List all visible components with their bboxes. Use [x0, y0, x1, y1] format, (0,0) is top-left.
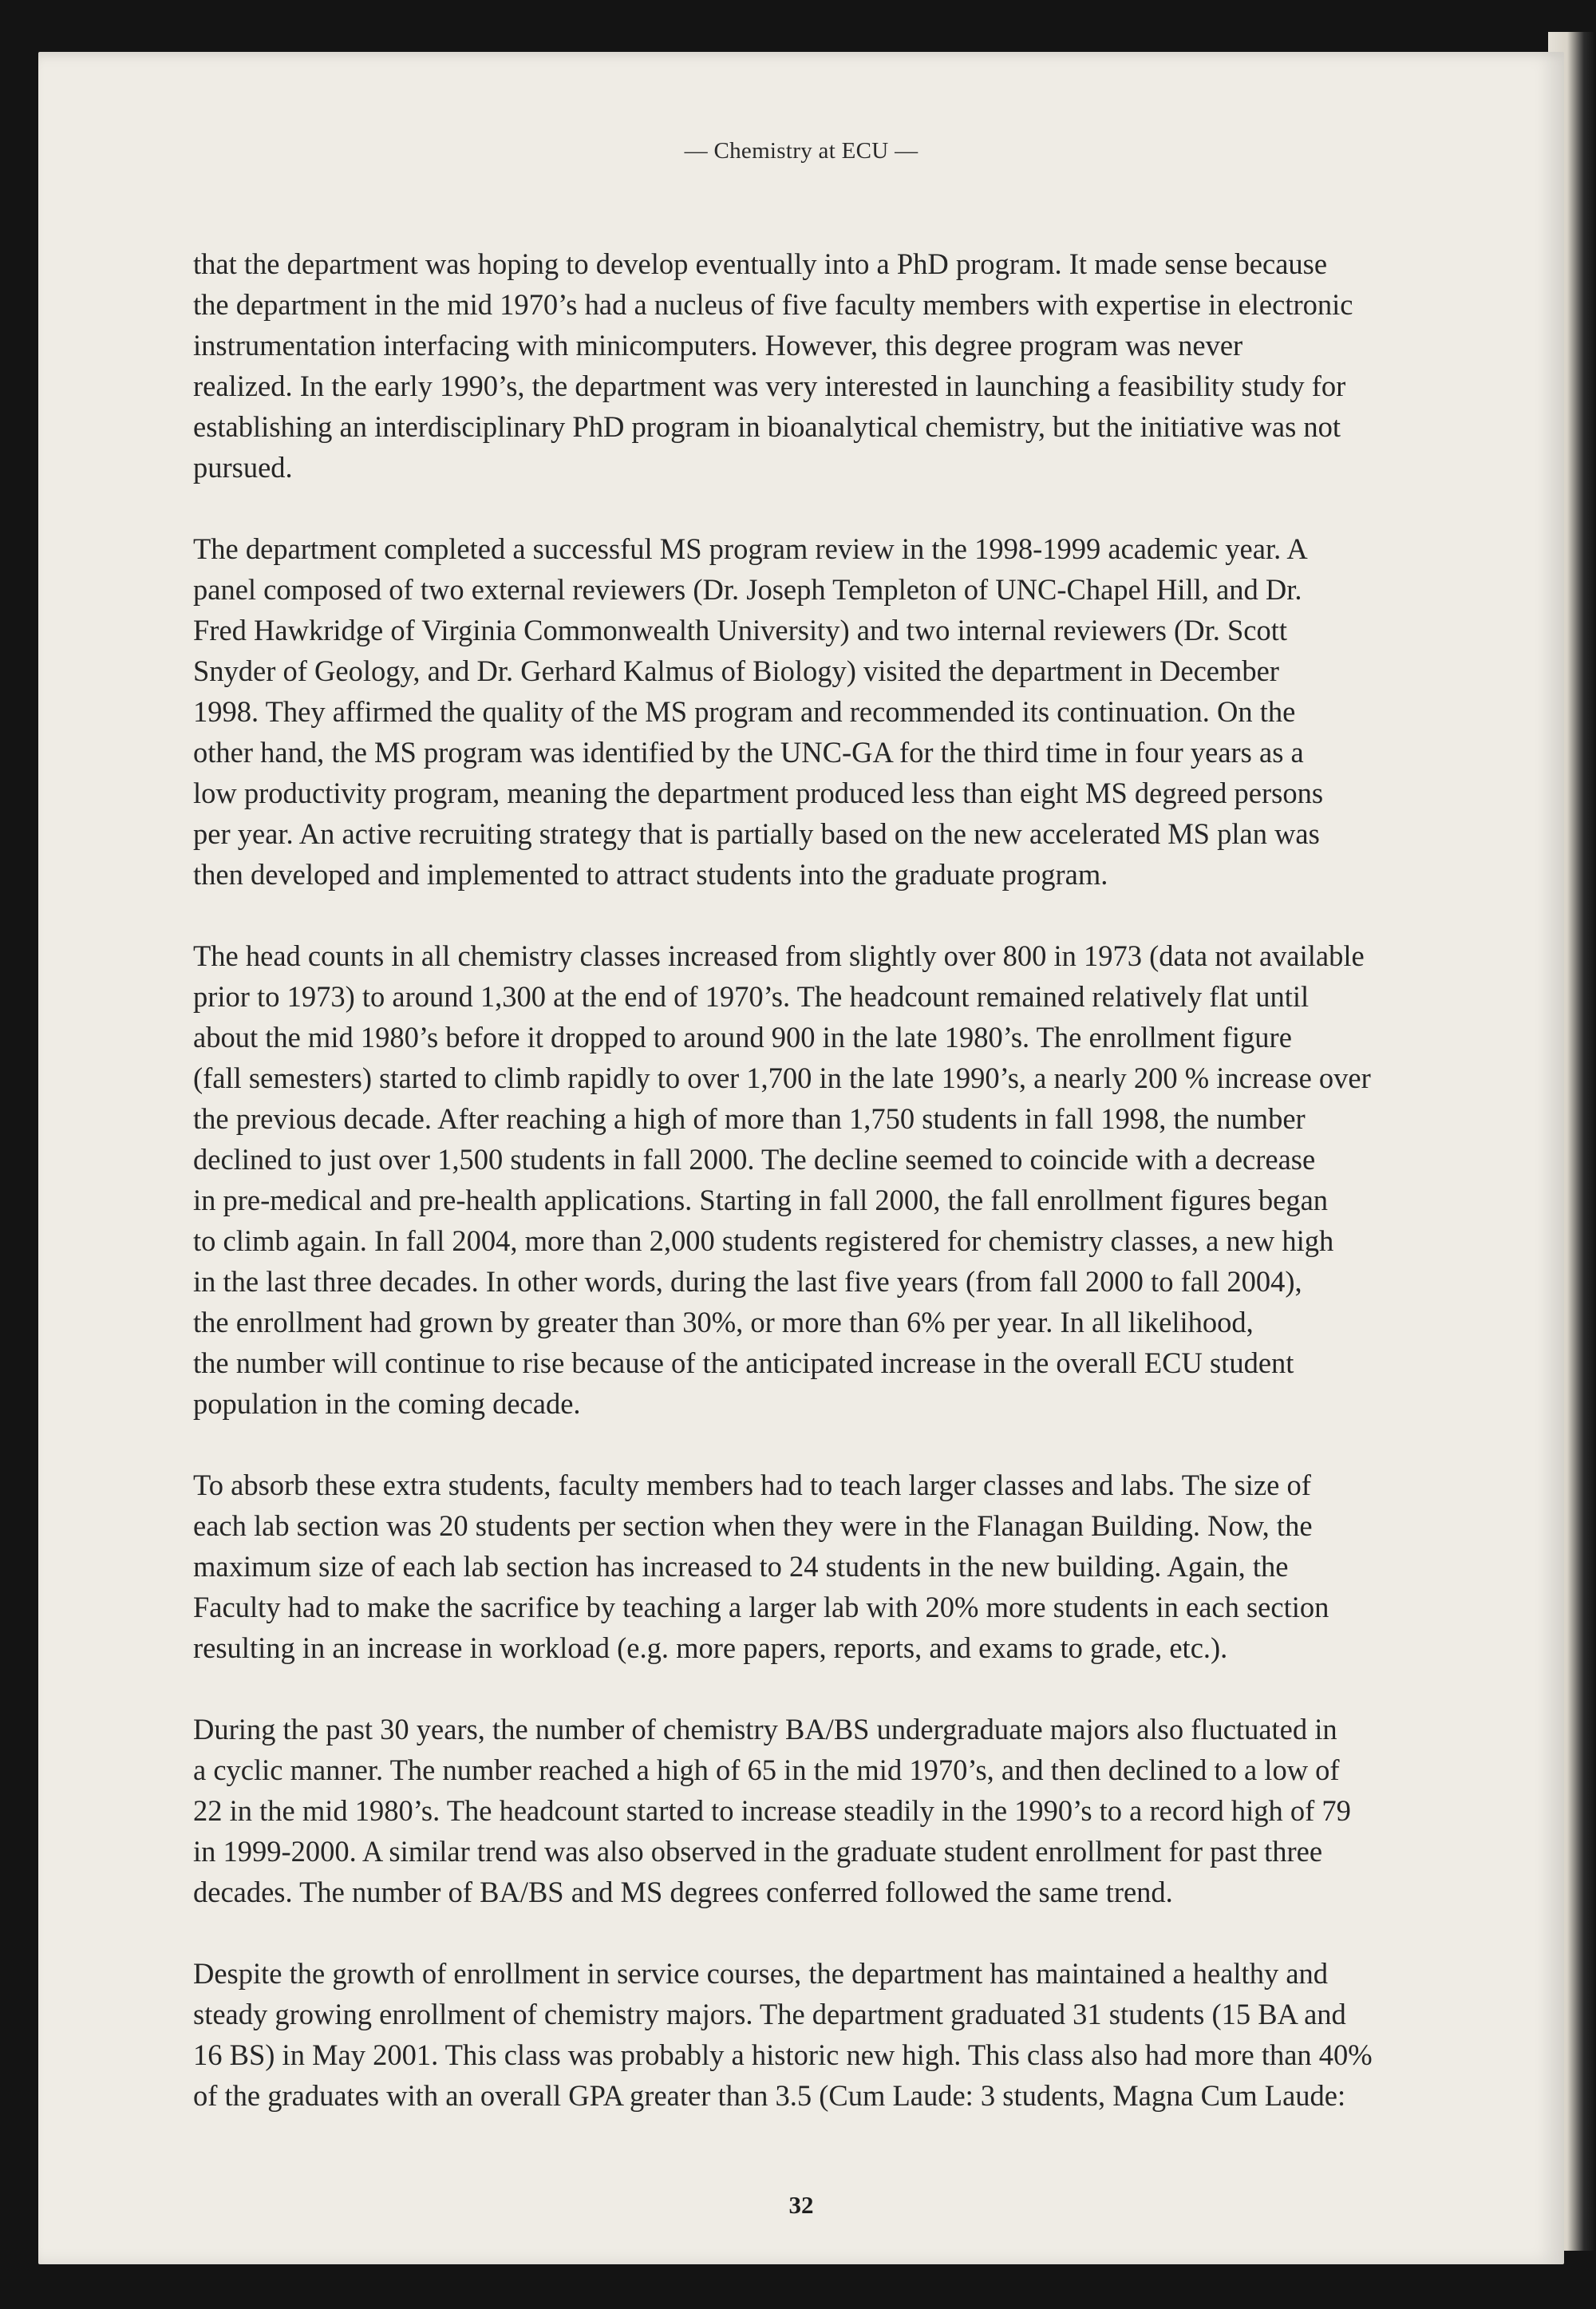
text-line: (fall semesters) started to climb rapidly to over 1,700 in the late 1990’s, a nearly 200 % increase over — [193, 1062, 1371, 1094]
text-line: To absorb these extra students, faculty members had to teach larger classes and labs. The size of — [193, 1469, 1311, 1501]
text-line: Fred Hawkridge of Virginia Commonwealth University) and two internal reviewers (Dr. Scott — [193, 614, 1287, 646]
text-line: declined to just over 1,500 students in fall 2000. The decline seemed to coincide with a decrease — [193, 1143, 1316, 1176]
text-line: the previous decade. After reaching a high of more than 1,750 students in fall 1998, the number — [193, 1102, 1306, 1135]
text-line: each lab section was 20 students per section when they were in the Flanagan Building. Now, the — [193, 1509, 1313, 1542]
paragraph — [193, 528, 1582, 895]
text-line: resulting in an increase in workload (e.g. more papers, reports, and exams to grade, etc.). — [193, 1631, 1228, 1664]
text-line: other hand, the MS program was identified by the UNC-GA for the third time in four years as a — [193, 736, 1304, 769]
running-head: — Chemistry at ECU — — [684, 138, 918, 164]
text-line: the enrollment had grown by greater than 30%, or more than 6% per year. In all likelihood, — [193, 1306, 1254, 1338]
text-line: Despite the growth of enrollment in service courses, the department has maintained a healthy and — [193, 1957, 1329, 1990]
page-number: 32 — [788, 2191, 814, 2219]
text-line: 16 BS) in May 2001. This class was probably a historic new high. This class also had more than 40% — [193, 2038, 1373, 2071]
text-line: Faculty had to make the sacrifice by teaching a larger lab with 20% more students in each section — [193, 1591, 1329, 1623]
text-line: 1998. They affirmed the quality of the MS program and recommended its continuation. On the — [193, 695, 1296, 728]
text-line: instrumentation interfacing with minicomputers. However, this degree program was never — [193, 329, 1243, 362]
paragraph — [193, 1953, 1582, 2116]
text-line: steady growing enrollment of chemistry majors. The department graduated 31 students (15 BA and — [193, 1998, 1346, 2030]
book-page — [38, 52, 1564, 2264]
paragraph — [193, 243, 1582, 488]
text-line: 22 in the mid 1980’s. The headcount started to increase steadily in the 1990’s to a record high of 79 — [193, 1794, 1351, 1827]
text-line: about the mid 1980’s before it dropped to around 900 in the late 1980’s. The enrollment figure — [193, 1021, 1292, 1054]
text-line: of the graduates with an overall GPA greater than 3.5 (Cum Laude: 3 students, Magna Cum Laude: — [193, 2079, 1346, 2112]
text-line: in pre-medical and pre-health applications. Starting in fall 2000, the fall enrollment figures began — [193, 1184, 1329, 1216]
text-line: a cyclic manner. The number reached a high of 65 in the mid 1970’s, and then declined to a low of — [193, 1753, 1340, 1786]
text-line: panel composed of two external reviewers (Dr. Joseph Templeton of UNC-Chapel Hill, and Dr. — [193, 573, 1302, 606]
text-line: then developed and implemented to attract students into the graduate program. — [193, 858, 1108, 891]
text-line: The head counts in all chemistry classes increased from slightly over 800 in 1973 (data not available — [193, 939, 1365, 972]
text-line: per year. An active recruiting strategy that is partially based on the new accelerated MS plan was — [193, 817, 1320, 850]
text-line: The department completed a successful MS program review in the 1998-1999 academic year. A — [193, 532, 1308, 565]
text-line: in the last three decades. In other words, during the last five years (from fall 2000 to fall 2004), — [193, 1265, 1302, 1298]
text-line: prior to 1973) to around 1,300 at the end of 1970’s. The headcount remained relatively flat until — [193, 980, 1310, 1013]
text-line: establishing an interdisciplinary PhD program in bioanalytical chemistry, but the initiative was not — [193, 410, 1341, 443]
text-line: During the past 30 years, the number of chemistry BA/BS undergraduate majors also fluctuated in — [193, 1713, 1337, 1746]
text-line: to climb again. In fall 2004, more than 2,000 students registered for chemistry classes, a new high — [193, 1224, 1334, 1257]
text-line: that the department was hoping to develop eventually into a PhD program. It made sense because — [193, 247, 1328, 280]
paragraph — [193, 1709, 1582, 1912]
text-line: the department in the mid 1970’s had a nucleus of five faculty members with expertise in electronic — [193, 288, 1353, 321]
text-line: the number will continue to rise because of the anticipated increase in the overall ECU student — [193, 1346, 1294, 1379]
text-line: low productivity program, meaning the department produced less than eight MS degreed persons — [193, 777, 1324, 809]
body-text — [193, 243, 1582, 2157]
text-line: Snyder of Geology, and Dr. Gerhard Kalmus of Biology) visited the department in December — [193, 654, 1279, 687]
text-line: decades. The number of BA/BS and MS degrees conferred followed the same trend. — [193, 1876, 1173, 1908]
paragraph — [193, 1465, 1582, 1668]
paragraph — [193, 935, 1582, 1424]
text-line: maximum size of each lab section has increased to 24 students in the new building. Again, the — [193, 1550, 1289, 1583]
text-line: in 1999-2000. A similar trend was also observed in the graduate student enrollment for past three — [193, 1835, 1323, 1868]
text-line: pursued. — [193, 451, 293, 484]
text-line: realized. In the early 1990’s, the department was very interested in launching a feasibility study for — [193, 370, 1346, 402]
text-line: population in the coming decade. — [193, 1387, 581, 1420]
